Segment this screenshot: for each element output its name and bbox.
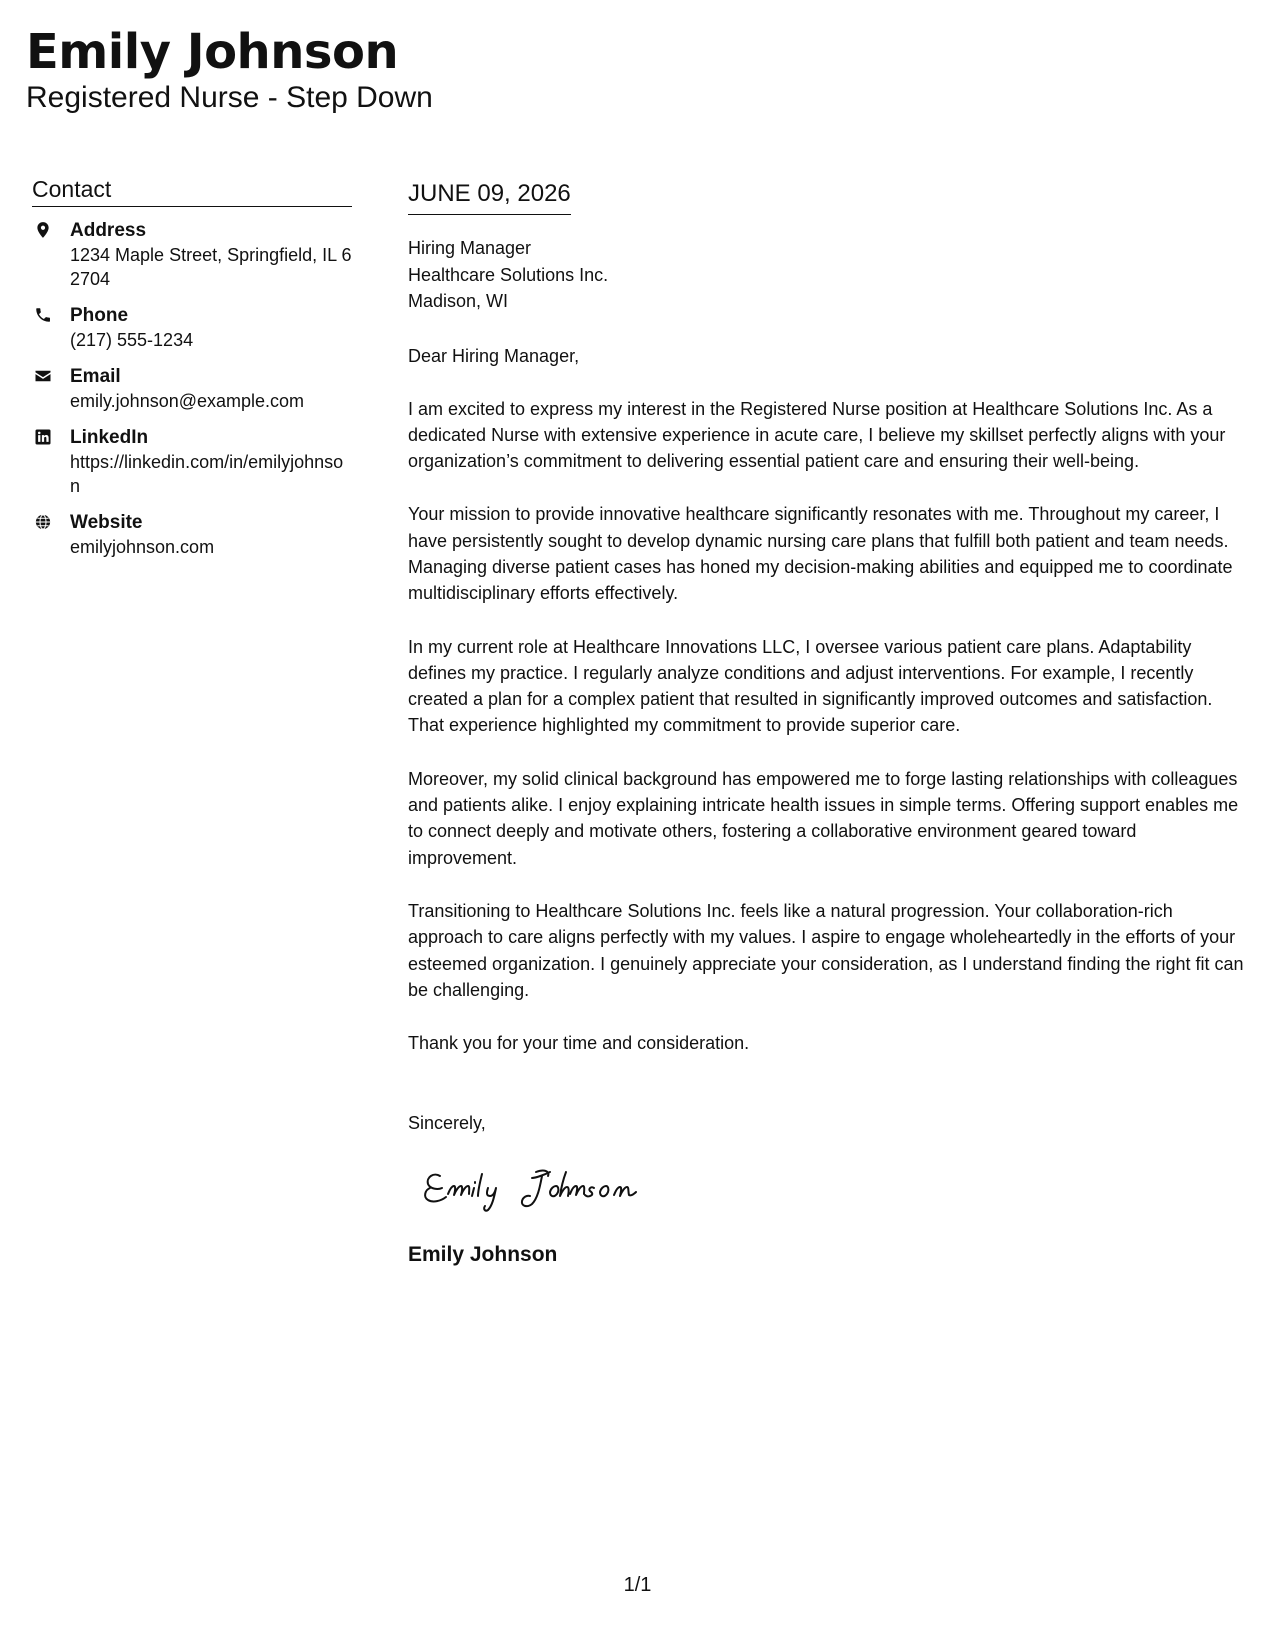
phone-icon bbox=[34, 306, 52, 324]
handwritten-signature bbox=[418, 1158, 658, 1218]
job-title: Registered Nurse - Step Down bbox=[26, 81, 433, 114]
contact-heading: Contact bbox=[32, 174, 352, 207]
contact-item-website bbox=[32, 511, 352, 559]
contact-label: Website bbox=[70, 512, 143, 533]
recipient-line: Healthcare Solutions Inc. bbox=[408, 264, 609, 285]
closing: Sincerely, bbox=[408, 1113, 486, 1134]
salutation: Dear Hiring Manager, bbox=[408, 345, 580, 366]
envelope-icon bbox=[34, 367, 52, 385]
signer-name: Emily Johnson bbox=[408, 1243, 558, 1267]
globe-icon bbox=[34, 513, 52, 531]
contact-item-address bbox=[32, 219, 352, 291]
letter-body bbox=[408, 178, 1250, 1269]
contact-value: (217) 555-1234 bbox=[70, 330, 194, 350]
letter-paragraph: I am excited to express my interest in the Registered Nurse position at Healthcare Solutions Inc. As a dedicated Nurse with extensive experience in acute care, I believe my skillset perfectly aligns with your organization’s commitment to delivering essential patient care and ensuring their well-being. bbox=[408, 398, 1226, 472]
applicant-name: Emily Johnson bbox=[26, 24, 399, 80]
contact-item-email bbox=[32, 365, 352, 413]
contact-value: https://linkedin.com/in/emilyjohnson bbox=[70, 452, 344, 496]
letter-paragraph: Moreover, my solid clinical background has empowered me to forge lasting relationships with colleagues and patients alike. I enjoy explaining intricate health issues in simple terms. Offering support enables me to connect deeply and motivate others, fostering a collaborative environment geared toward improvement. bbox=[408, 768, 1239, 868]
contact-value: 1234 Maple Street, Springfield, IL 62704 bbox=[70, 245, 352, 289]
letter-paragraph: Thank you for your time and consideration. bbox=[408, 1033, 750, 1054]
letter-paragraph: Your mission to provide innovative healthcare significantly resonates with me. Throughout my career, I have persistently sought to develop dynamic nursing care plans that fulfill both patient and team needs. Managing diverse patient cases has honed my decision-making abilities and equipped me to coordinate multidisciplinary efforts effectively. bbox=[408, 504, 1233, 604]
recipient-block bbox=[408, 235, 1250, 315]
page-number: 1/1 bbox=[623, 1574, 652, 1596]
contact-value: emily.johnson@example.com bbox=[70, 391, 305, 411]
linkedin-icon bbox=[34, 428, 52, 446]
contact-label: LinkedIn bbox=[70, 427, 149, 448]
contact-label: Email bbox=[70, 366, 121, 387]
recipient-line: Hiring Manager bbox=[408, 238, 532, 258]
date-block bbox=[408, 178, 571, 215]
map-pin-icon bbox=[34, 221, 52, 239]
contact-item-phone bbox=[32, 304, 352, 352]
header bbox=[26, 22, 433, 116]
contact-item-linkedin bbox=[32, 426, 352, 498]
recipient-line: Madison, WI bbox=[408, 291, 509, 311]
contact-label: Phone bbox=[70, 305, 129, 326]
contact-value: emilyjohnson.com bbox=[70, 537, 215, 557]
letter-paragraph: In my current role at Healthcare Innovations LLC, I oversee various patient care plans. Adaptability defines my practice. I regularly analyze conditions and adjust interventions. For example, I recently created a plan for a complex patient that resulted in significantly improved outcomes and satisfaction. That experience highlighted my commitment to provide superior care. bbox=[408, 636, 1213, 736]
contact-sidebar bbox=[32, 174, 352, 572]
contact-label: Address bbox=[70, 220, 147, 241]
letter-date: JUNE 09, 2026 bbox=[408, 180, 571, 207]
letter-paragraph: Transitioning to Healthcare Solutions Inc. feels like a natural progression. Your collaboration-rich approach to care aligns perfectly with my values. I aspire to engage wholeheartedly in the efforts of your esteemed organization. I genuinely appreciate your consideration, as I understand finding the right fit can be challenging. bbox=[408, 900, 1244, 1000]
